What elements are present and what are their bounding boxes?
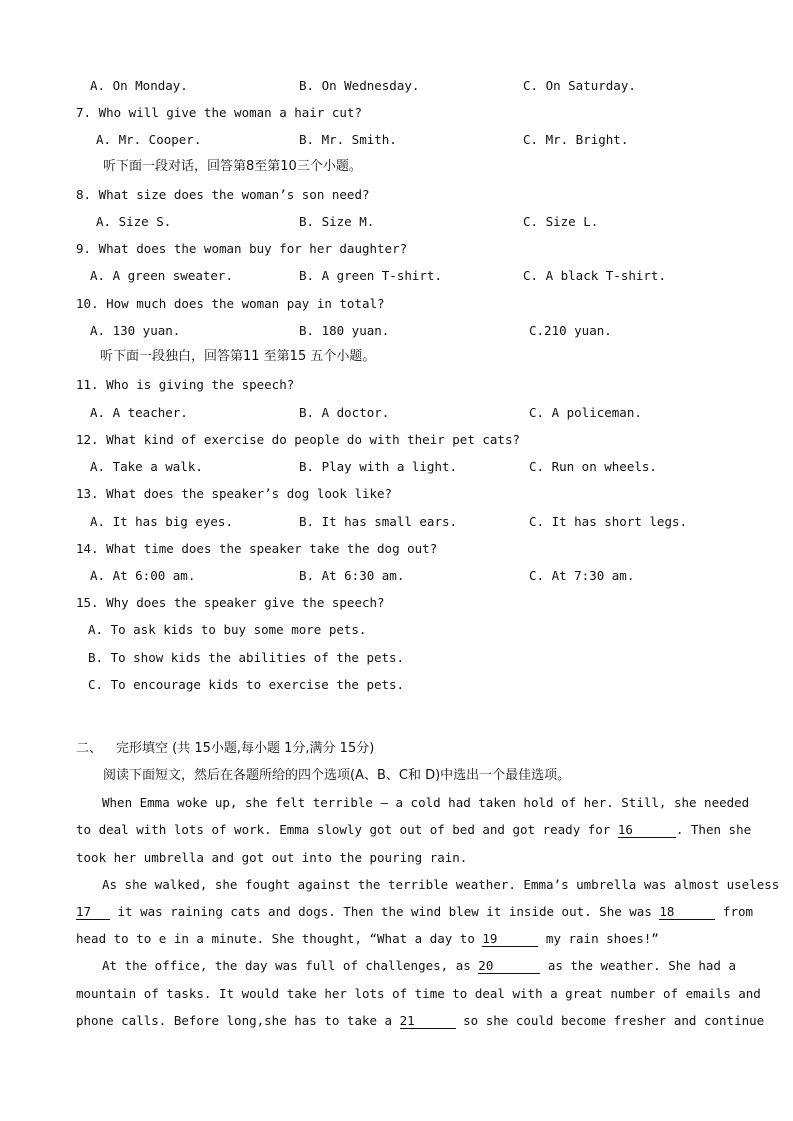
- q15-option-b[interactable]: B. To show kids the abilities of the pets.: [88, 650, 405, 665]
- q12-option-c[interactable]: C. Run on wheels.: [529, 459, 657, 474]
- q11-option-c[interactable]: C. A policeman.: [529, 405, 642, 420]
- passage-text: At the office, the day was full of challenges, as: [102, 958, 471, 973]
- q7-option-b[interactable]: B. Mr. Smith.: [299, 132, 397, 147]
- q6-option-c[interactable]: C. On Saturday.: [523, 78, 636, 93]
- q7-option-c[interactable]: C. Mr. Bright.: [523, 132, 629, 147]
- q12-option-a[interactable]: A. Take a walk.: [90, 459, 203, 474]
- passage-text: As she walked, she fought against the terrible weather. Emma’s umbrella was almost useless: [102, 877, 780, 892]
- passage-p1-line3: [76, 844, 718, 871]
- passage-text: When Emma woke up, she felt terrible — a cold had taken hold of her. Still, she needed: [102, 795, 750, 810]
- blank-20[interactable]: 20: [478, 959, 540, 974]
- q8-option-a[interactable]: A. Size S.: [96, 214, 172, 229]
- q13-question: 13. What does the speaker’s dog look like?: [76, 486, 393, 501]
- q10-option-c[interactable]: C.210 yuan.: [529, 323, 612, 338]
- passage-text: head to to e in a minute. She thought, “What a day to: [76, 931, 475, 946]
- passage-text: as the weather. She had a: [547, 958, 736, 973]
- passage-text: took her umbrella and got out into the pouring rain.: [76, 850, 468, 865]
- blank-17[interactable]: 17: [76, 905, 110, 920]
- q14-option-a[interactable]: A. At 6:00 am.: [90, 568, 196, 583]
- q11-question: 11. Who is giving the speech?: [76, 377, 295, 392]
- passage-p2-line3: [76, 925, 718, 952]
- q12-option-b[interactable]: B. Play with a light.: [299, 459, 458, 474]
- blank-18[interactable]: 18: [659, 905, 715, 920]
- passage-p1-line2: [76, 816, 752, 843]
- q8-option-c[interactable]: C. Size L.: [523, 214, 599, 229]
- q10-question: 10. How much does the woman pay in total?: [76, 296, 385, 311]
- q10-option-b[interactable]: B. 180 yuan.: [299, 323, 390, 338]
- q13-option-a[interactable]: A. It has big eyes.: [90, 514, 233, 529]
- q9-option-b[interactable]: B. A green T-shirt.: [299, 268, 442, 283]
- passage-p3-line3: [76, 1007, 765, 1034]
- q11-option-b[interactable]: B. A doctor.: [299, 405, 390, 420]
- section2-title: 完形填空 (共 15小题,每小题 1分,满分 15分): [116, 741, 375, 756]
- blank-21[interactable]: 21: [400, 1014, 456, 1029]
- q8-option-b[interactable]: B. Size M.: [299, 214, 375, 229]
- section2-instruction: 阅读下面短文，然后在各题所给的四个选项(A、B、C和 D)中选出一个最佳选项。: [103, 768, 571, 783]
- q6-option-a[interactable]: A. On Monday.: [90, 78, 188, 93]
- passage-text: it was raining cats and dogs. Then the wind blew it inside out. She was: [117, 904, 652, 919]
- instruction-11-15: 听下面一段独白，回答第11 至第15 五个小题。: [100, 349, 376, 364]
- q8-question: 8. What size does the woman’s son need?: [76, 187, 370, 202]
- blank-19[interactable]: 19: [482, 932, 538, 947]
- q6-option-b[interactable]: B. On Wednesday.: [299, 78, 420, 93]
- passage-text: phone calls. Before long,she has to take a: [76, 1013, 393, 1028]
- q13-option-c[interactable]: C. It has short legs.: [529, 514, 688, 529]
- q7-option-a[interactable]: A. Mr. Cooper.: [96, 132, 202, 147]
- passage-p2-line2: [76, 898, 754, 925]
- passage-text: . Then she: [675, 822, 752, 837]
- q14-option-c[interactable]: C. At 7:30 am.: [529, 568, 635, 583]
- passage-text: so she could become fresher and continue: [463, 1013, 765, 1028]
- q9-option-c[interactable]: C. A black T-shirt.: [523, 268, 666, 283]
- passage-text: mountain of tasks. It would take her lots of time to deal with a great number of emails and: [76, 986, 761, 1001]
- q11-option-a[interactable]: A. A teacher.: [90, 405, 188, 420]
- q15-option-c[interactable]: C. To encourage kids to exercise the pets.: [88, 677, 405, 692]
- q14-question: 14. What time does the speaker take the dog out?: [76, 541, 438, 556]
- passage-text: to deal with lots of work. Emma slowly got out of bed and got ready for: [76, 822, 611, 837]
- passage-p2-line1: [102, 871, 780, 898]
- q10-option-a[interactable]: A. 130 yuan.: [90, 323, 181, 338]
- q15-option-a[interactable]: A. To ask kids to buy some more pets.: [88, 622, 367, 637]
- passage-p3-line1: [102, 952, 736, 979]
- passage-text: from: [722, 904, 754, 919]
- passage-p1-line1: [102, 789, 750, 816]
- q9-option-a[interactable]: A. A green sweater.: [90, 268, 233, 283]
- q7-question: 7. Who will give the woman a hair cut?: [76, 105, 362, 120]
- passage-text: my rain shoes!”: [545, 931, 659, 946]
- q12-question: 12. What kind of exercise do people do with their pet cats?: [76, 432, 521, 447]
- blank-16[interactable]: 16: [618, 823, 676, 838]
- passage-p3-line2: [76, 980, 761, 1007]
- q14-option-b[interactable]: B. At 6:30 am.: [299, 568, 405, 583]
- section2-number: 二、: [76, 741, 103, 756]
- instruction-8-10: 听下面一段对话，回答第8至第10三个小题。: [103, 159, 362, 174]
- q15-question: 15. Why does the speaker give the speech?: [76, 595, 385, 610]
- q13-option-b[interactable]: B. It has small ears.: [299, 514, 458, 529]
- q9-question: 9. What does the woman buy for her daughter?: [76, 241, 408, 256]
